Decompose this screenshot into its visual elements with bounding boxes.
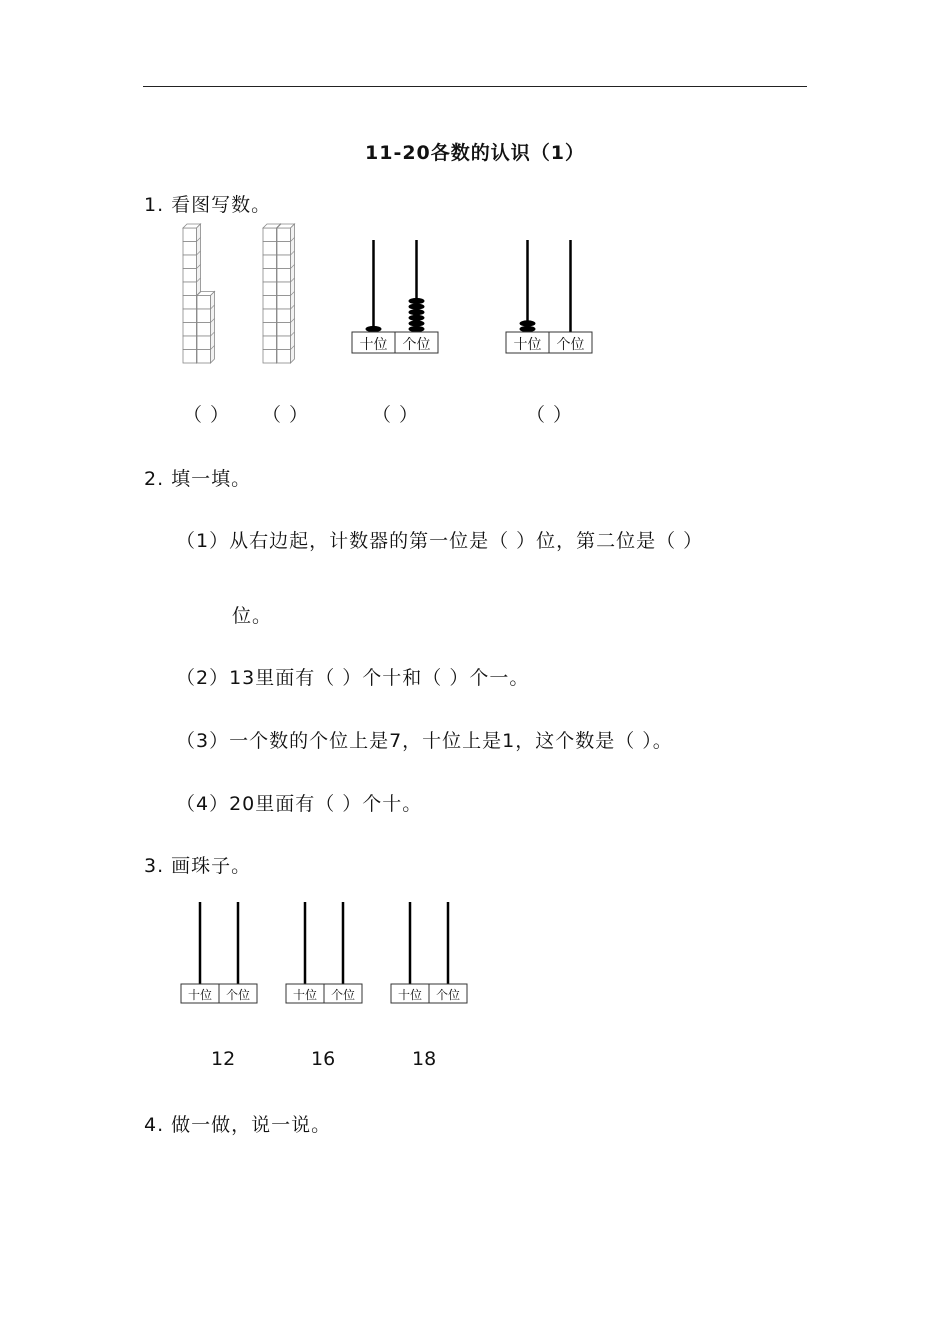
question-3-heading: 3. 画珠子。 xyxy=(144,855,252,877)
ones-label: 个位 xyxy=(556,337,585,353)
tens-column-b-cube xyxy=(277,336,291,350)
tens-column-b-cube xyxy=(277,282,291,296)
tens-column-a-cube xyxy=(263,269,277,283)
ones-bead xyxy=(409,320,425,326)
tens-label: 十位 xyxy=(359,337,388,353)
question-2-item-4: （4）20里面有（ ）个十。 xyxy=(176,793,423,815)
question-2-item-1: （1）从右边起，计数器的第一位是（ ）位，第二位是（ ） xyxy=(176,530,704,552)
tens-column-cube xyxy=(183,228,197,242)
ones-column-cube xyxy=(197,350,211,364)
cube-blocks-figure-1 xyxy=(183,224,215,363)
ones-label: 个位 xyxy=(435,988,461,1002)
ones-column-cube xyxy=(197,323,211,337)
tens-column-cube xyxy=(183,309,197,323)
ones-column-side xyxy=(211,292,215,364)
tens-column-a-cube xyxy=(263,323,277,337)
answer-blank-2[interactable]: （ ） xyxy=(262,404,310,426)
abacus-target-12: 12 xyxy=(211,1048,236,1070)
tens-column-cube xyxy=(183,323,197,337)
question-2-item-2: （2）13里面有（ ）个十和（ ）个一。 xyxy=(176,667,530,689)
question-2-item-1-continued: 位。 xyxy=(232,605,273,627)
ones-bead xyxy=(409,304,425,310)
tens-column-cube xyxy=(183,242,197,256)
ones-bead xyxy=(409,309,425,315)
tens-column-a-cube xyxy=(263,336,277,350)
tens-column-a-cube xyxy=(263,309,277,323)
ones-label: 个位 xyxy=(330,988,356,1002)
tens-column-b-cube xyxy=(277,269,291,283)
question-3-abacus-row[interactable] xyxy=(175,896,475,1011)
empty-abaci xyxy=(181,902,467,1003)
tens-column-b-cube xyxy=(277,228,291,242)
answer-blank-3[interactable]: （ ） xyxy=(372,404,420,426)
header-rule xyxy=(143,86,807,87)
tens-column-cube xyxy=(183,296,197,310)
tens-label: 十位 xyxy=(397,988,423,1002)
tens-label: 十位 xyxy=(292,988,318,1002)
tens-label: 十位 xyxy=(187,988,213,1002)
tens-column-cube xyxy=(183,336,197,350)
tens-column-b-cube xyxy=(277,242,291,256)
tens-column-b-cube xyxy=(277,350,291,364)
tens-column-b-cube xyxy=(277,255,291,269)
tens-column-a-cube xyxy=(263,282,277,296)
ones-column-cube xyxy=(197,296,211,310)
tens-column-a-cube xyxy=(263,242,277,256)
tens-column-b-cube xyxy=(277,309,291,323)
tens-column-a-cube xyxy=(263,255,277,269)
abacus-target-18: 18 xyxy=(412,1048,437,1070)
tens-column-cube xyxy=(183,269,197,283)
tens-label: 十位 xyxy=(513,337,542,353)
page-title: 11-20各数的认识（1） xyxy=(365,142,585,164)
ones-bead xyxy=(409,315,425,321)
cube-blocks-figure-2 xyxy=(263,224,295,363)
tens-column-cube xyxy=(183,282,197,296)
tens-column-cube xyxy=(183,255,197,269)
question-4-heading: 4. 做一做，说一说。 xyxy=(144,1114,332,1136)
abacus-target-16: 16 xyxy=(311,1048,336,1070)
ones-label: 个位 xyxy=(225,988,251,1002)
question-1-heading: 1. 看图写数。 xyxy=(144,194,272,216)
answer-blank-1[interactable]: （ ） xyxy=(183,404,231,426)
ones-column-cube xyxy=(197,336,211,350)
question-1-figures xyxy=(170,222,630,372)
question-2-item-3: （3）一个数的个位上是7，十位上是1，这个数是（ ）。 xyxy=(176,730,673,752)
tens-column-cube xyxy=(183,350,197,364)
tens-column-b-cube xyxy=(277,296,291,310)
ones-bead xyxy=(409,326,425,332)
ones-bead xyxy=(409,298,425,304)
abacus-figure-2 xyxy=(506,240,592,353)
tens-column-b-cube xyxy=(277,323,291,337)
question-2-heading: 2. 填一填。 xyxy=(144,468,252,490)
abacus-figure-1 xyxy=(352,240,438,353)
tens-bead xyxy=(520,326,536,332)
ones-column-cube xyxy=(197,309,211,323)
tens-column-a-cube xyxy=(263,228,277,242)
answer-blank-4[interactable]: （ ） xyxy=(526,404,574,426)
tens-bead xyxy=(366,326,382,332)
ones-label: 个位 xyxy=(402,337,431,353)
tens-column-a-cube xyxy=(263,350,277,364)
tens-bead xyxy=(520,320,536,326)
tens-column-a-cube xyxy=(263,296,277,310)
